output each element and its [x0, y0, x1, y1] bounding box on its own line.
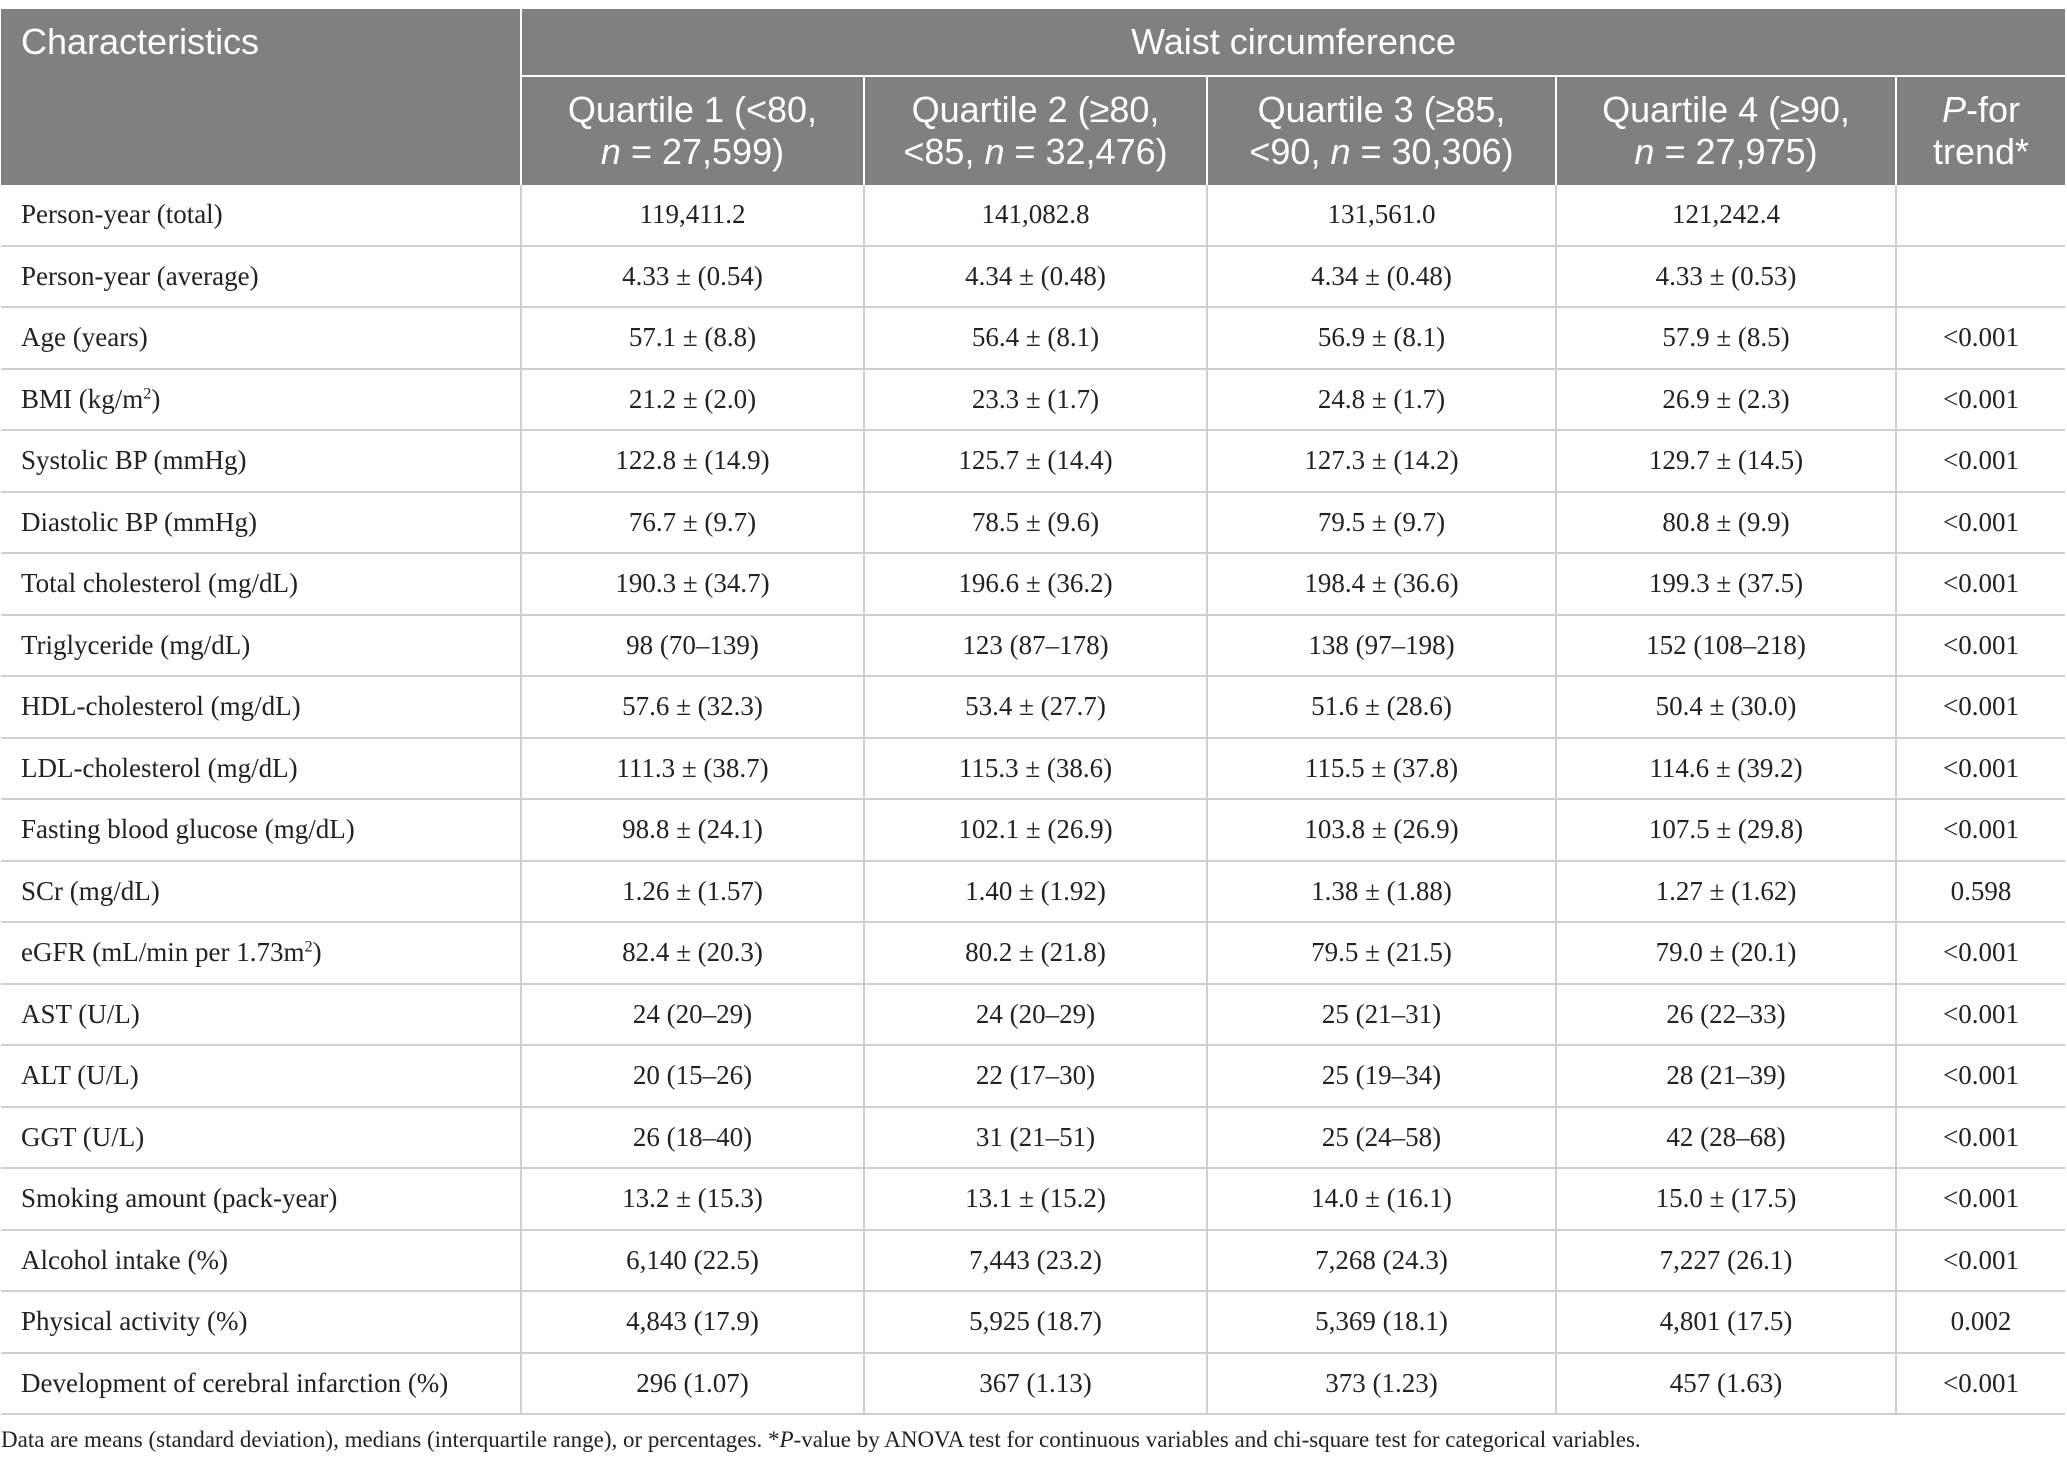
cell-quartile-4: 7,227 (26.1)	[1556, 1230, 1896, 1292]
table-row	[1, 1168, 2065, 1230]
cell-quartile-2: 367 (1.13)	[864, 1353, 1207, 1415]
cell-p-for-trend: <0.001	[1896, 922, 2065, 984]
characteristics-table	[1, 9, 2065, 1415]
row-label: Alcohol intake (%)	[1, 1230, 521, 1292]
cell-quartile-1: 119,411.2	[521, 185, 864, 246]
cell-quartile-4: 79.0 ± (20.1)	[1556, 922, 1896, 984]
row-label: BMI $(kg/m^2)$	[1, 369, 521, 431]
cell-quartile-2: 102.1 ± (26.9)	[864, 799, 1207, 861]
cell-quartile-4: 457 (1.63)	[1556, 1353, 1896, 1415]
cell-quartile-3: 14.0 ± (16.1)	[1207, 1168, 1556, 1230]
cell-quartile-3: 56.9 ± (8.1)	[1207, 307, 1556, 369]
cell-p-for-trend	[1896, 246, 2065, 308]
cell-p-for-trend	[1896, 185, 2065, 246]
cell-p-for-trend: <0.001	[1896, 1168, 2065, 1230]
cell-quartile-4: 4.33 ± (0.53)	[1556, 246, 1896, 308]
cell-p-for-trend: 0.598	[1896, 861, 2065, 923]
header-quartile-1: Quartile 1 (<80, n = 27,599)	[521, 76, 864, 185]
header-quartile-3: Quartile 3 (≥85, <90, n = 30,306)	[1207, 76, 1556, 185]
cell-quartile-3: 7,268 (24.3)	[1207, 1230, 1556, 1292]
table-row	[1, 492, 2065, 554]
cell-quartile-2: 78.5 ± (9.6)	[864, 492, 1207, 554]
cell-quartile-3: 25 (21–31)	[1207, 984, 1556, 1046]
cell-quartile-1: 76.7 ± (9.7)	[521, 492, 864, 554]
cell-quartile-4: 199.3 ± (37.5)	[1556, 553, 1896, 615]
row-label: eGFR (mL/min per $1.73m^2$)	[1, 922, 521, 984]
cell-quartile-2: 13.1 ± (15.2)	[864, 1168, 1207, 1230]
row-label: Age (years)	[1, 307, 521, 369]
header-quartile-2: Quartile 2 (≥80, <85, n = 32,476)	[864, 76, 1207, 185]
cell-quartile-4: 26.9 ± (2.3)	[1556, 369, 1896, 431]
cell-quartile-4: 50.4 ± (30.0)	[1556, 676, 1896, 738]
cell-quartile-3: 131,561.0	[1207, 185, 1556, 246]
table-row	[1, 799, 2065, 861]
row-label: Physical activity (%)	[1, 1291, 521, 1353]
cell-quartile-4: 26 (22–33)	[1556, 984, 1896, 1046]
cell-p-for-trend: <0.001	[1896, 676, 2065, 738]
table-row	[1, 676, 2065, 738]
cell-quartile-1: 4,843 (17.9)	[521, 1291, 864, 1353]
cell-p-for-trend: <0.001	[1896, 738, 2065, 800]
table-row	[1, 1107, 2065, 1169]
cell-quartile-3: 79.5 ± (21.5)	[1207, 922, 1556, 984]
cell-quartile-2: 53.4 ± (27.7)	[864, 676, 1207, 738]
table-row	[1, 1291, 2065, 1353]
table-row	[1, 430, 2065, 492]
cell-p-for-trend: <0.001	[1896, 1230, 2065, 1292]
table-row	[1, 984, 2065, 1046]
table-row	[1, 1353, 2065, 1415]
cell-quartile-1: 1.26 ± (1.57)	[521, 861, 864, 923]
cell-quartile-4: 129.7 ± (14.5)	[1556, 430, 1896, 492]
row-label: Person-year (total)	[1, 185, 521, 246]
cell-quartile-1: 13.2 ± (15.3)	[521, 1168, 864, 1230]
header-p-for-trend: P-for trend*	[1896, 76, 2065, 185]
table-row	[1, 1045, 2065, 1107]
table-row	[1, 922, 2065, 984]
cell-quartile-3: 24.8 ± (1.7)	[1207, 369, 1556, 431]
row-label: Development of cerebral infarction (%)	[1, 1353, 521, 1415]
cell-quartile-2: 1.40 ± (1.92)	[864, 861, 1207, 923]
cell-quartile-1: 6,140 (22.5)	[521, 1230, 864, 1292]
cell-p-for-trend: <0.001	[1896, 369, 2065, 431]
cell-quartile-4: 152 (108–218)	[1556, 615, 1896, 677]
cell-quartile-1: 82.4 ± (20.3)	[521, 922, 864, 984]
cell-quartile-3: 127.3 ± (14.2)	[1207, 430, 1556, 492]
table-header	[1, 9, 2065, 185]
cell-quartile-3: 103.8 ± (26.9)	[1207, 799, 1556, 861]
cell-quartile-2: 56.4 ± (8.1)	[864, 307, 1207, 369]
cell-quartile-1: 122.8 ± (14.9)	[521, 430, 864, 492]
cell-quartile-3: 5,369 (18.1)	[1207, 1291, 1556, 1353]
table-row	[1, 738, 2065, 800]
header-quartile-4: Quartile 4 (≥90, n = 27,975)	[1556, 76, 1896, 185]
row-label: Fasting blood glucose (mg/dL)	[1, 799, 521, 861]
cell-p-for-trend: <0.001	[1896, 1353, 2065, 1415]
cell-quartile-2: 7,443 (23.2)	[864, 1230, 1207, 1292]
row-label: ALT (U/L)	[1, 1045, 521, 1107]
table-row	[1, 369, 2065, 431]
row-label: Smoking amount (pack-year)	[1, 1168, 521, 1230]
cell-quartile-3: 1.38 ± (1.88)	[1207, 861, 1556, 923]
cell-quartile-1: 20 (15–26)	[521, 1045, 864, 1107]
cell-quartile-1: 98 (70–139)	[521, 615, 864, 677]
cell-p-for-trend: <0.001	[1896, 307, 2065, 369]
cell-quartile-2: 123 (87–178)	[864, 615, 1207, 677]
table-row	[1, 307, 2065, 369]
cell-p-for-trend: <0.001	[1896, 553, 2065, 615]
row-label: SCr (mg/dL)	[1, 861, 521, 923]
cell-quartile-3: 51.6 ± (28.6)	[1207, 676, 1556, 738]
cell-quartile-4: 1.27 ± (1.62)	[1556, 861, 1896, 923]
header-characteristics: Characteristics	[1, 9, 521, 185]
cell-quartile-4: 121,242.4	[1556, 185, 1896, 246]
cell-quartile-3: 79.5 ± (9.7)	[1207, 492, 1556, 554]
cell-quartile-1: 57.1 ± (8.8)	[521, 307, 864, 369]
cell-quartile-3: 4.34 ± (0.48)	[1207, 246, 1556, 308]
cell-quartile-4: 15.0 ± (17.5)	[1556, 1168, 1896, 1230]
table-row	[1, 246, 2065, 308]
table-row	[1, 553, 2065, 615]
cell-p-for-trend: <0.001	[1896, 1045, 2065, 1107]
cell-quartile-1: 190.3 ± (34.7)	[521, 553, 864, 615]
cell-quartile-1: 57.6 ± (32.3)	[521, 676, 864, 738]
cell-p-for-trend: <0.001	[1896, 615, 2065, 677]
table-row	[1, 861, 2065, 923]
cell-quartile-3: 115.5 ± (37.8)	[1207, 738, 1556, 800]
cell-quartile-4: 114.6 ± (39.2)	[1556, 738, 1896, 800]
cell-quartile-3: 198.4 ± (36.6)	[1207, 553, 1556, 615]
cell-quartile-1: 98.8 ± (24.1)	[521, 799, 864, 861]
table-row	[1, 615, 2065, 677]
table-body	[1, 185, 2065, 1414]
cell-quartile-3: 25 (19–34)	[1207, 1045, 1556, 1107]
cell-quartile-4: 28 (21–39)	[1556, 1045, 1896, 1107]
row-label: LDL-cholesterol (mg/dL)	[1, 738, 521, 800]
cell-quartile-2: 5,925 (18.7)	[864, 1291, 1207, 1353]
cell-quartile-2: 196.6 ± (36.2)	[864, 553, 1207, 615]
cell-quartile-3: 138 (97–198)	[1207, 615, 1556, 677]
cell-quartile-2: 115.3 ± (38.6)	[864, 738, 1207, 800]
cell-quartile-2: 22 (17–30)	[864, 1045, 1207, 1107]
row-label: HDL-cholesterol (mg/dL)	[1, 676, 521, 738]
cell-quartile-1: 4.33 ± (0.54)	[521, 246, 864, 308]
cell-quartile-2: 125.7 ± (14.4)	[864, 430, 1207, 492]
row-label: GGT (U/L)	[1, 1107, 521, 1169]
cell-quartile-2: 31 (21–51)	[864, 1107, 1207, 1169]
cell-p-for-trend: <0.001	[1896, 984, 2065, 1046]
cell-quartile-2: 80.2 ± (21.8)	[864, 922, 1207, 984]
row-label: Diastolic BP (mmHg)	[1, 492, 521, 554]
row-label: Total cholesterol (mg/dL)	[1, 553, 521, 615]
cell-p-for-trend: <0.001	[1896, 492, 2065, 554]
cell-quartile-1: 24 (20–29)	[521, 984, 864, 1046]
row-label: AST (U/L)	[1, 984, 521, 1046]
table-row	[1, 185, 2065, 246]
cell-p-for-trend: <0.001	[1896, 430, 2065, 492]
table-row	[1, 1230, 2065, 1292]
cell-quartile-1: 111.3 ± (38.7)	[521, 738, 864, 800]
cell-quartile-4: 107.5 ± (29.8)	[1556, 799, 1896, 861]
cell-quartile-4: 42 (28–68)	[1556, 1107, 1896, 1169]
cell-quartile-2: 141,082.8	[864, 185, 1207, 246]
cell-quartile-1: 21.2 ± (2.0)	[521, 369, 864, 431]
row-label: Triglyceride (mg/dL)	[1, 615, 521, 677]
row-label: Systolic BP (mmHg)	[1, 430, 521, 492]
cell-quartile-3: 25 (24–58)	[1207, 1107, 1556, 1169]
table-footnote: Data are means (standard deviation), medians (interquartile range), or percentages. *P-value by ANOVA test for continuous variables and chi-square test for categorical variables.	[1, 1427, 1641, 1452]
header-waist-circumference: Waist circumference	[521, 9, 2065, 76]
cell-quartile-4: 80.8 ± (9.9)	[1556, 492, 1896, 554]
cell-quartile-2: 4.34 ± (0.48)	[864, 246, 1207, 308]
cell-quartile-4: 57.9 ± (8.5)	[1556, 307, 1896, 369]
cell-p-for-trend: 0.002	[1896, 1291, 2065, 1353]
cell-quartile-1: 296 (1.07)	[521, 1353, 864, 1415]
cell-quartile-2: 24 (20–29)	[864, 984, 1207, 1046]
cell-quartile-4: 4,801 (17.5)	[1556, 1291, 1896, 1353]
cell-p-for-trend: <0.001	[1896, 799, 2065, 861]
cell-p-for-trend: <0.001	[1896, 1107, 2065, 1169]
cell-quartile-1: 26 (18–40)	[521, 1107, 864, 1169]
row-label: Person-year (average)	[1, 246, 521, 308]
cell-quartile-2: 23.3 ± (1.7)	[864, 369, 1207, 431]
cell-quartile-3: 373 (1.23)	[1207, 1353, 1556, 1415]
